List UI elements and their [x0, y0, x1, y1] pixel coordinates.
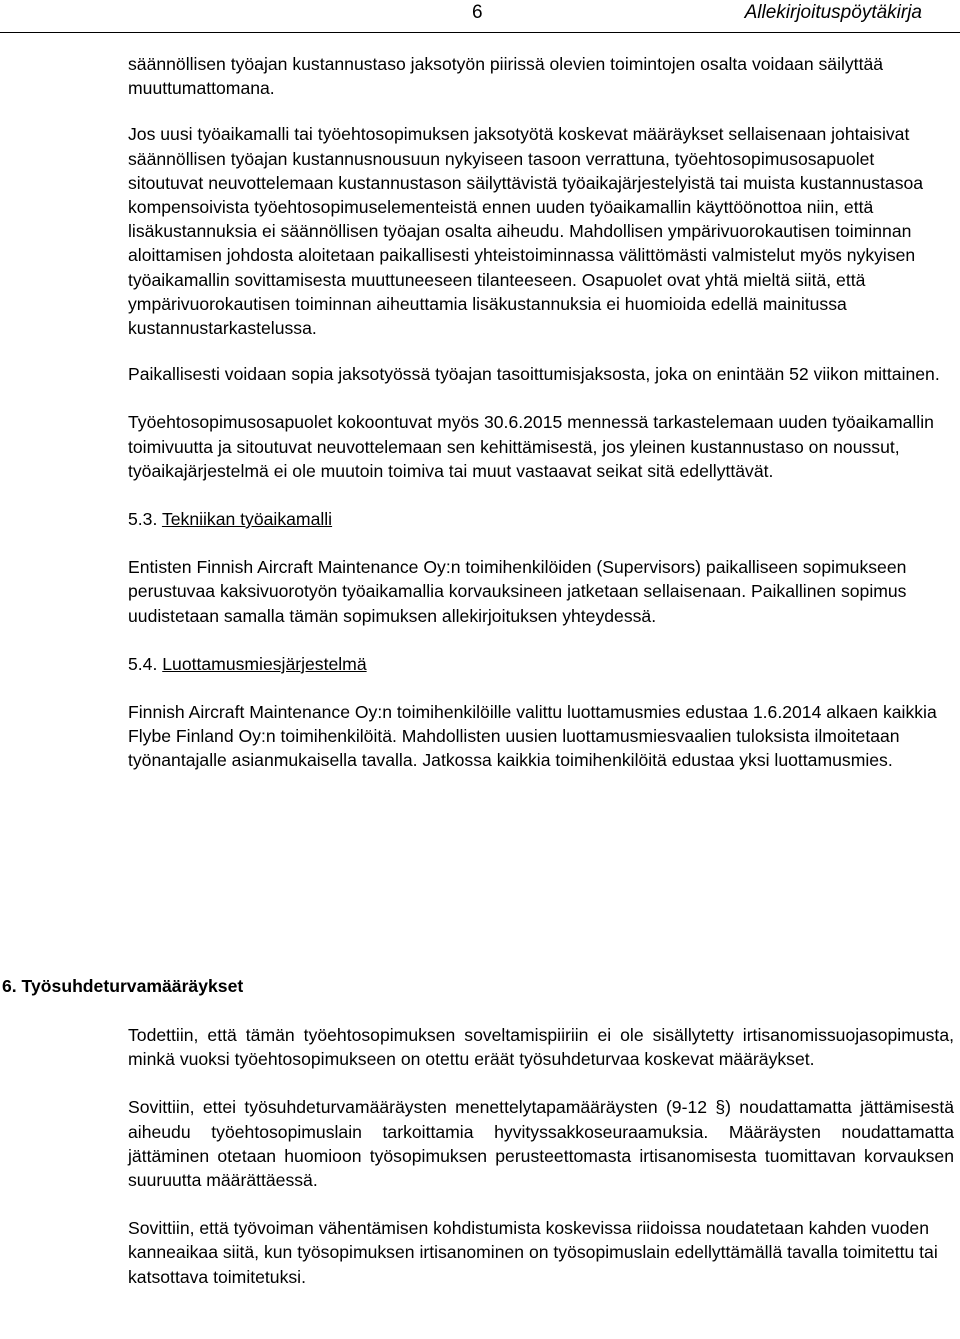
- paragraph-review-meeting: Työehtosopimusosapuolet kokoontuvat myös 30.6.2015 mennessä tarkastelemaan uuden työaikamallin toimivuutta ja sitoutuvat neuvottelemaan sen kehittämisestä, jos yleinen kustannustaso on noussut, työaikajärjestelmä ei ole muutoin toimiva tai muut vastaavat seikat sitä edellyttävät.: [128, 412, 934, 481]
- section-6-content: [128, 1023, 954, 1289]
- page-number: 6: [472, 2, 483, 23]
- paragraph-cost-negotiation: Jos uusi työaikamalli tai työehtosopimuksen jaksotyötä koskevat määräykset sellaisenaan johtaisivat säännöllisen työajan kustannusnousuun nykyiseen tasoon verrattuna, työehtosopimusosapuolet sitoutuvat neuvottelemaan kustannustason säilyttävistä työaikajärjestelyistä tai muista kustannustasoa kompensoivista työehtosopimuselementeistä ennen uuden työaikamallin käyttöönottoa niin, että lisäkustannuksia ei säännöllisen työajan osalta aiheudu. Mahdollisen ympärivuorokautisen toiminnan aloittamisen johdosta aloitetaan paikallisesti yhteistoiminnassa välittömästi valmistelut myös nykyisen työaikamallin sovittamisesta muuttuneeseen tilanteeseen. Osapuolet ovat yhtä mieltä siitä, että ympärivuorokautisen toiminnan aiheuttamia lisäkustannuksia ei huomioida edellä mainitussa kustannustarkastelussa.: [128, 124, 924, 339]
- paragraph-technical-worktime: Entisten Finnish Aircraft Maintenance Oy:n toimihenkilöiden (Supervisors) paikalliseen sopimukseen perustuvaa kaksivuorotyön työaikamallia korvauksineen jatketaan sellaisenaan. Paikallinen sopimus uudistetaan samalla tämän sopimuksen allekirjoituksen yhteydessä.: [128, 557, 907, 626]
- paragraph-shop-steward: Finnish Aircraft Maintenance Oy:n toimihenkilöille valittu luottamusmies edustaa 1.6.2014 alkaen kaikkia Flybe Finland Oy:n toimihenkilöitä. Mahdollisten uusien luottamusmiesvaalien tuloksista ilmoitetaan työnantajalle asianmukaisella tavalla. Jatkossa kaikkia toimihenkilöitä edustaa yksi luottamusmies.: [128, 702, 937, 771]
- paragraph-balancing-period: Paikallisesti voidaan sopia jaksotyössä työajan tasoittumisjaksosta, joka on enintään 52 viikon mittainen.: [128, 364, 940, 385]
- paragraph-procedure-rules: Sovittiin, ettei työsuhdeturvamääräysten menettelytapamääräysten (9-12 §) noudattamatta jättämisestä aiheudu työehtosopimuslain tarkoittamia hyvityssakkoseuraamuksia. Määräysten noudattamatta jättäminen otetaan huomioon työsopimuksen perusteettomasta irtisanomisesta tuomittavan korvauksen suuruutta määrättäessä.: [128, 1097, 954, 1191]
- document-title: Allekirjoituspöytäkirja: [744, 2, 922, 23]
- subsection-number: 5.4.: [128, 653, 158, 674]
- subsection-number: 5.3.: [128, 509, 158, 530]
- subsection-title: Luottamusmiesjärjestelmä: [162, 653, 367, 674]
- paragraph-continuation: säännöllisen työajan kustannustaso jaksotyön piirissä olevien toimintojen osalta voidaan säilyttää muuttumattomana.: [128, 54, 884, 99]
- page-header: [0, 0, 960, 30]
- header-divider: [0, 32, 960, 33]
- main-content: [128, 52, 954, 773]
- section-heading-6: 6. Työsuhdeturvamääräykset: [2, 976, 244, 996]
- paragraph-claim-period: Sovittiin, että työvoiman vähentämisen kohdistumista koskevissa riidoissa noudatetaan kahden vuoden kanneaikaa siitä, kun työsopimuksen irtisanominen on työsopimuslain edellyttämällä tavalla toimitettu tai katsottava toimitetuksi.: [128, 1218, 938, 1287]
- paragraph-termination-protection: Todettiin, että tämän työehtosopimuksen soveltamispiiriin ei ole sisällytetty irtisanomissuojasopimusta, minkä vuoksi työehtosopimukseen on otettu eräät työsuhdeturvaa koskevat määräykset.: [128, 1025, 954, 1070]
- subsection-title: Tekniikan työaikamalli: [161, 509, 333, 530]
- subsection-heading-5-3: [128, 507, 954, 531]
- subsection-heading-5-4: [128, 652, 954, 676]
